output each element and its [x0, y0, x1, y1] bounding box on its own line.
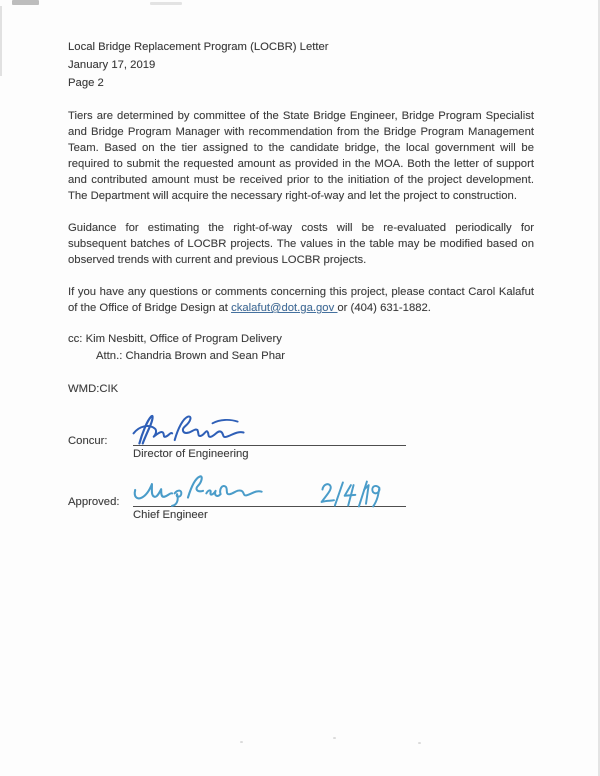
attn-line: Attn.: Chandria Brown and Sean Phar [96, 349, 286, 362]
concur-row [68, 433, 534, 461]
concur-signature-ink [131, 412, 257, 448]
scan-artifact-smudge [12, 0, 39, 5]
scan-artifact-left-edge [0, 6, 2, 76]
scan-artifact-smudge [150, 2, 182, 5]
scan-speck [418, 742, 421, 744]
contact-text-before: If you have any questions or comments concerning this project, please contact Carol Kalafut of the Office of Bridge Design at [68, 286, 534, 314]
reference-initials: WMD:CIK [68, 383, 119, 395]
paragraph-guidance: Guidance for estimating the right-of-way costs will be re-evaluated periodically for subsequent batches of LOCBR projects. The values in the table may be modified based on observed trends with current and previous LOCBR projects. [68, 222, 534, 266]
page-number: Page 2 [68, 77, 104, 89]
approved-signature-area [133, 494, 406, 522]
approved-date-handwritten [315, 478, 385, 510]
paragraph-tiers: Tiers are determined by committee of the State Bridge Engineer, Bridge Program Specialist and Bridge Program Manager with recommendation from the Bridge Program Management Team. Based on the tier assigned to the candidate bridge, the local government will be required to submit the requested amount as provided in the MOA. Both the letter of support and contributed amount must be received prior to the initiation of the project development. The Department will acquire the necessary right-of-way and let the project to construction. [68, 110, 534, 202]
approved-label: Approved: [68, 496, 120, 508]
concur-signature-area [133, 433, 406, 461]
letter-date: January 17, 2019 [68, 59, 156, 71]
letter-header [68, 38, 534, 92]
scan-speck [333, 737, 336, 739]
concur-label: Concur: [68, 435, 108, 447]
approved-signature-ink [131, 471, 265, 509]
approved-row [68, 494, 534, 522]
cc-line: cc: Kim Nesbitt, Office of Program Delivery [68, 333, 282, 345]
approved-title: Chief Engineer [133, 509, 208, 521]
email-link[interactable]: ckalafut@dot.ga.gov [231, 302, 335, 314]
contact-text-after: or (404) 631-1882. [337, 302, 431, 314]
concur-title: Director of Engineering [133, 448, 249, 460]
cc-block [68, 331, 534, 364]
letter-title: Local Bridge Replacement Program (LOCBR) Letter [68, 41, 329, 53]
letter-content [68, 38, 534, 522]
paragraph-contact [68, 284, 534, 316]
scan-speck [240, 741, 243, 743]
